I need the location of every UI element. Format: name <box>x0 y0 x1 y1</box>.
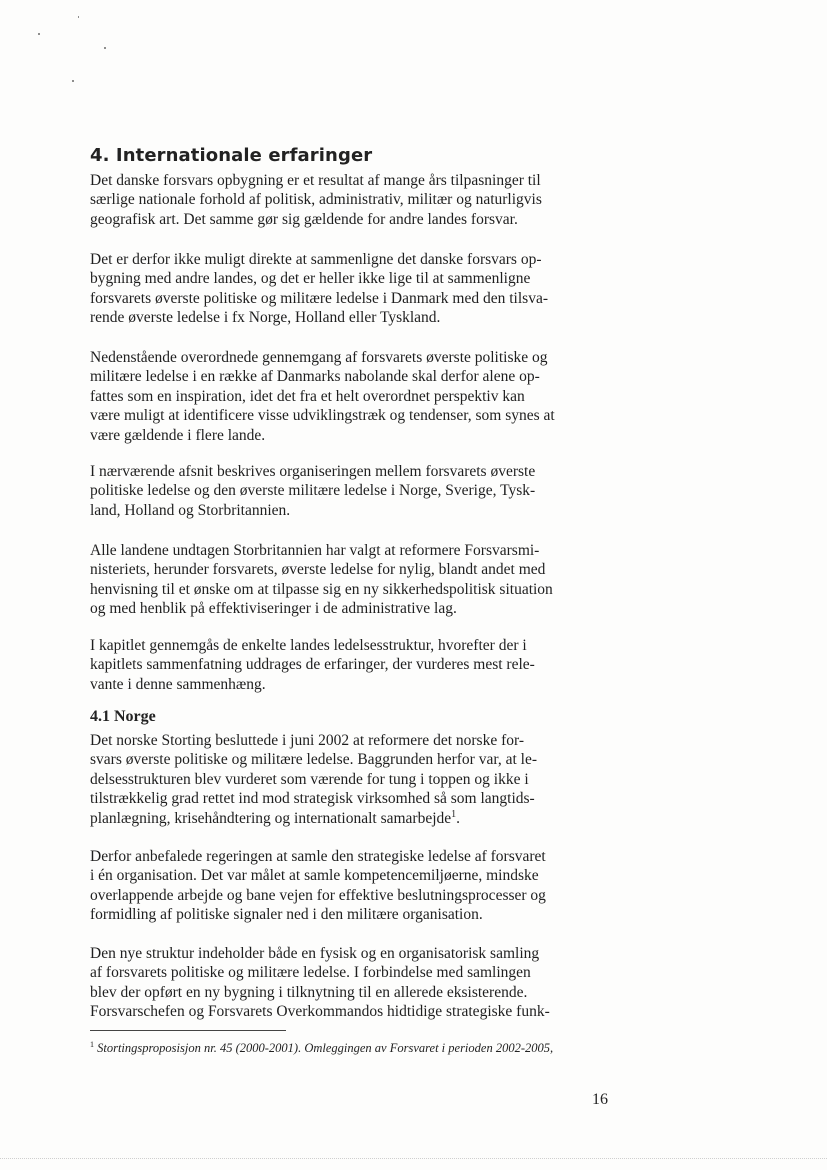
text-line: vante i denne sammenhæng. <box>90 675 266 693</box>
paragraph <box>90 462 620 520</box>
footnote-number: 1 <box>90 1039 94 1049</box>
text-line: særlige nationale forhold af politisk, administrativ, militær og naturligvis <box>90 191 542 209</box>
text-line: af forsvarets politiske og militære ledelse. I forbindelse med samlingen <box>90 964 531 982</box>
text-line: bygning med andre landes, og det er heller ikke lige til at sammenligne <box>90 270 531 288</box>
text-line: rende øverste ledelse i fx Norge, Holland eller Tyskland. <box>90 309 441 327</box>
scan-speck <box>72 80 74 82</box>
footnote-reference[interactable]: 1 <box>451 808 457 820</box>
text-line: politiske ledelse og den øverste militære ledelse i Norge, Sverige, Tysk- <box>90 482 536 500</box>
paragraph <box>90 541 620 619</box>
footnote-text: Stortingsproposisjon nr. 45 (2000-2001). Omleggingen av Forsvaret i perioden 2002-2005, <box>97 1041 554 1055</box>
paragraph <box>90 944 620 1022</box>
text-line: Det norske Storting besluttede i juni 2002 at reformere det norske for- <box>90 732 524 749</box>
text-line: nisteriets, herunder forsvarets, øverste ledelse for nylig, blandt andet med <box>90 561 546 579</box>
text-line: land, Holland og Storbritannien. <box>90 501 291 519</box>
paragraph <box>90 250 620 328</box>
text-line: være gældende i flere lande. <box>90 426 266 444</box>
text-line: tilstrækkelig grad rettet ind mod strategisk virksomhed så som langtids- <box>90 790 535 808</box>
text-line: henvisning til et ønske om at tilpasse sig en ny sikkerhedspolitisk situation <box>90 580 553 598</box>
text-line: Den nye struktur indeholder både en fysisk og en organisatorisk samling <box>90 945 540 962</box>
paragraph <box>90 847 620 925</box>
text-line: I nærværende afsnit beskrives organiseringen mellem forsvarets øverste <box>90 463 536 480</box>
text-line: forsvarets øverste politiske og militære ledelse i Danmark med den tilsva- <box>90 289 548 307</box>
text-line: Alle landene undtagen Storbritannien har valgt at reformere Forsvarsmi- <box>90 542 540 559</box>
text-line: blev der opført en ny bygning i tilknytning til en allerede eksisterende. <box>90 983 528 1001</box>
footnote <box>90 1041 650 1056</box>
text-line: geografisk art. Det samme gør sig gældende for andre landes forsvar. <box>90 210 518 228</box>
text-line: og med henblik på effektiviseringer i de administrative lag. <box>90 600 457 618</box>
text-line: Det er derfor ikke muligt direkte at sammenligne det danske forsvars op- <box>90 251 542 268</box>
paragraph <box>90 636 620 694</box>
sentence-end: . <box>456 809 461 827</box>
paragraph <box>90 731 620 828</box>
scan-speck <box>78 16 79 18</box>
text-line: I kapitlet gennemgås de enkelte landes ledelsesstruktur, hvorefter der i <box>90 637 527 654</box>
text-line: formidling af politiske signaler ned i den militære organisation. <box>90 906 483 924</box>
text-line: svars øverste politiske og militære ledelse. Baggrunden herfor var, at le- <box>90 751 538 769</box>
text-line: overlappende arbejde og bane vejen for effektive beslutningsprocesser og <box>90 886 546 904</box>
text-line: kapitlets sammenfatning uddrages de erfaringer, der vurderes mest rele- <box>90 656 535 674</box>
text-line: Derfor anbefalede regeringen at samle den strategiske ledelse af forsvaret <box>90 848 546 865</box>
paragraph <box>90 171 620 229</box>
text-line: Det danske forsvars opbygning er et resultat af mange års tilpasninger til <box>90 172 541 189</box>
scan-speck <box>104 47 106 49</box>
text-line: militære ledelse i en række af Danmarks nabolande skal derfor alene op- <box>90 368 540 386</box>
text-line: planlægning, krisehåndtering og internationalt samarbejde <box>90 809 452 827</box>
footnote-divider <box>90 1030 286 1031</box>
text-line: være muligt at identificere visse udviklingstræk og tendenser, som synes at <box>90 407 555 425</box>
text-line: Forsvarschefen og Forsvarets Overkommandos hidtidige strategiske funk- <box>90 1003 550 1021</box>
page-number: 16 <box>592 1091 608 1108</box>
text-line: i én organisation. Det var målet at samle kompetencemiljøerne, mindske <box>90 867 539 885</box>
section-heading: 4. Internationale erfaringer <box>90 145 373 166</box>
text-line: Nedenstående overordnede gennemgang af forsvarets øverste politiske og <box>90 349 548 366</box>
text-line: fattes som en inspiration, idet det fra et helt overordnet perspektiv kan <box>90 387 525 405</box>
page-bottom-edge <box>0 1158 827 1159</box>
scan-speck <box>38 33 40 35</box>
subsection-heading: 4.1 Norge <box>90 708 156 725</box>
paragraph <box>90 348 620 445</box>
text-line: delsesstrukturen blev vurderet som værende for tung i toppen og ikke i <box>90 770 529 788</box>
